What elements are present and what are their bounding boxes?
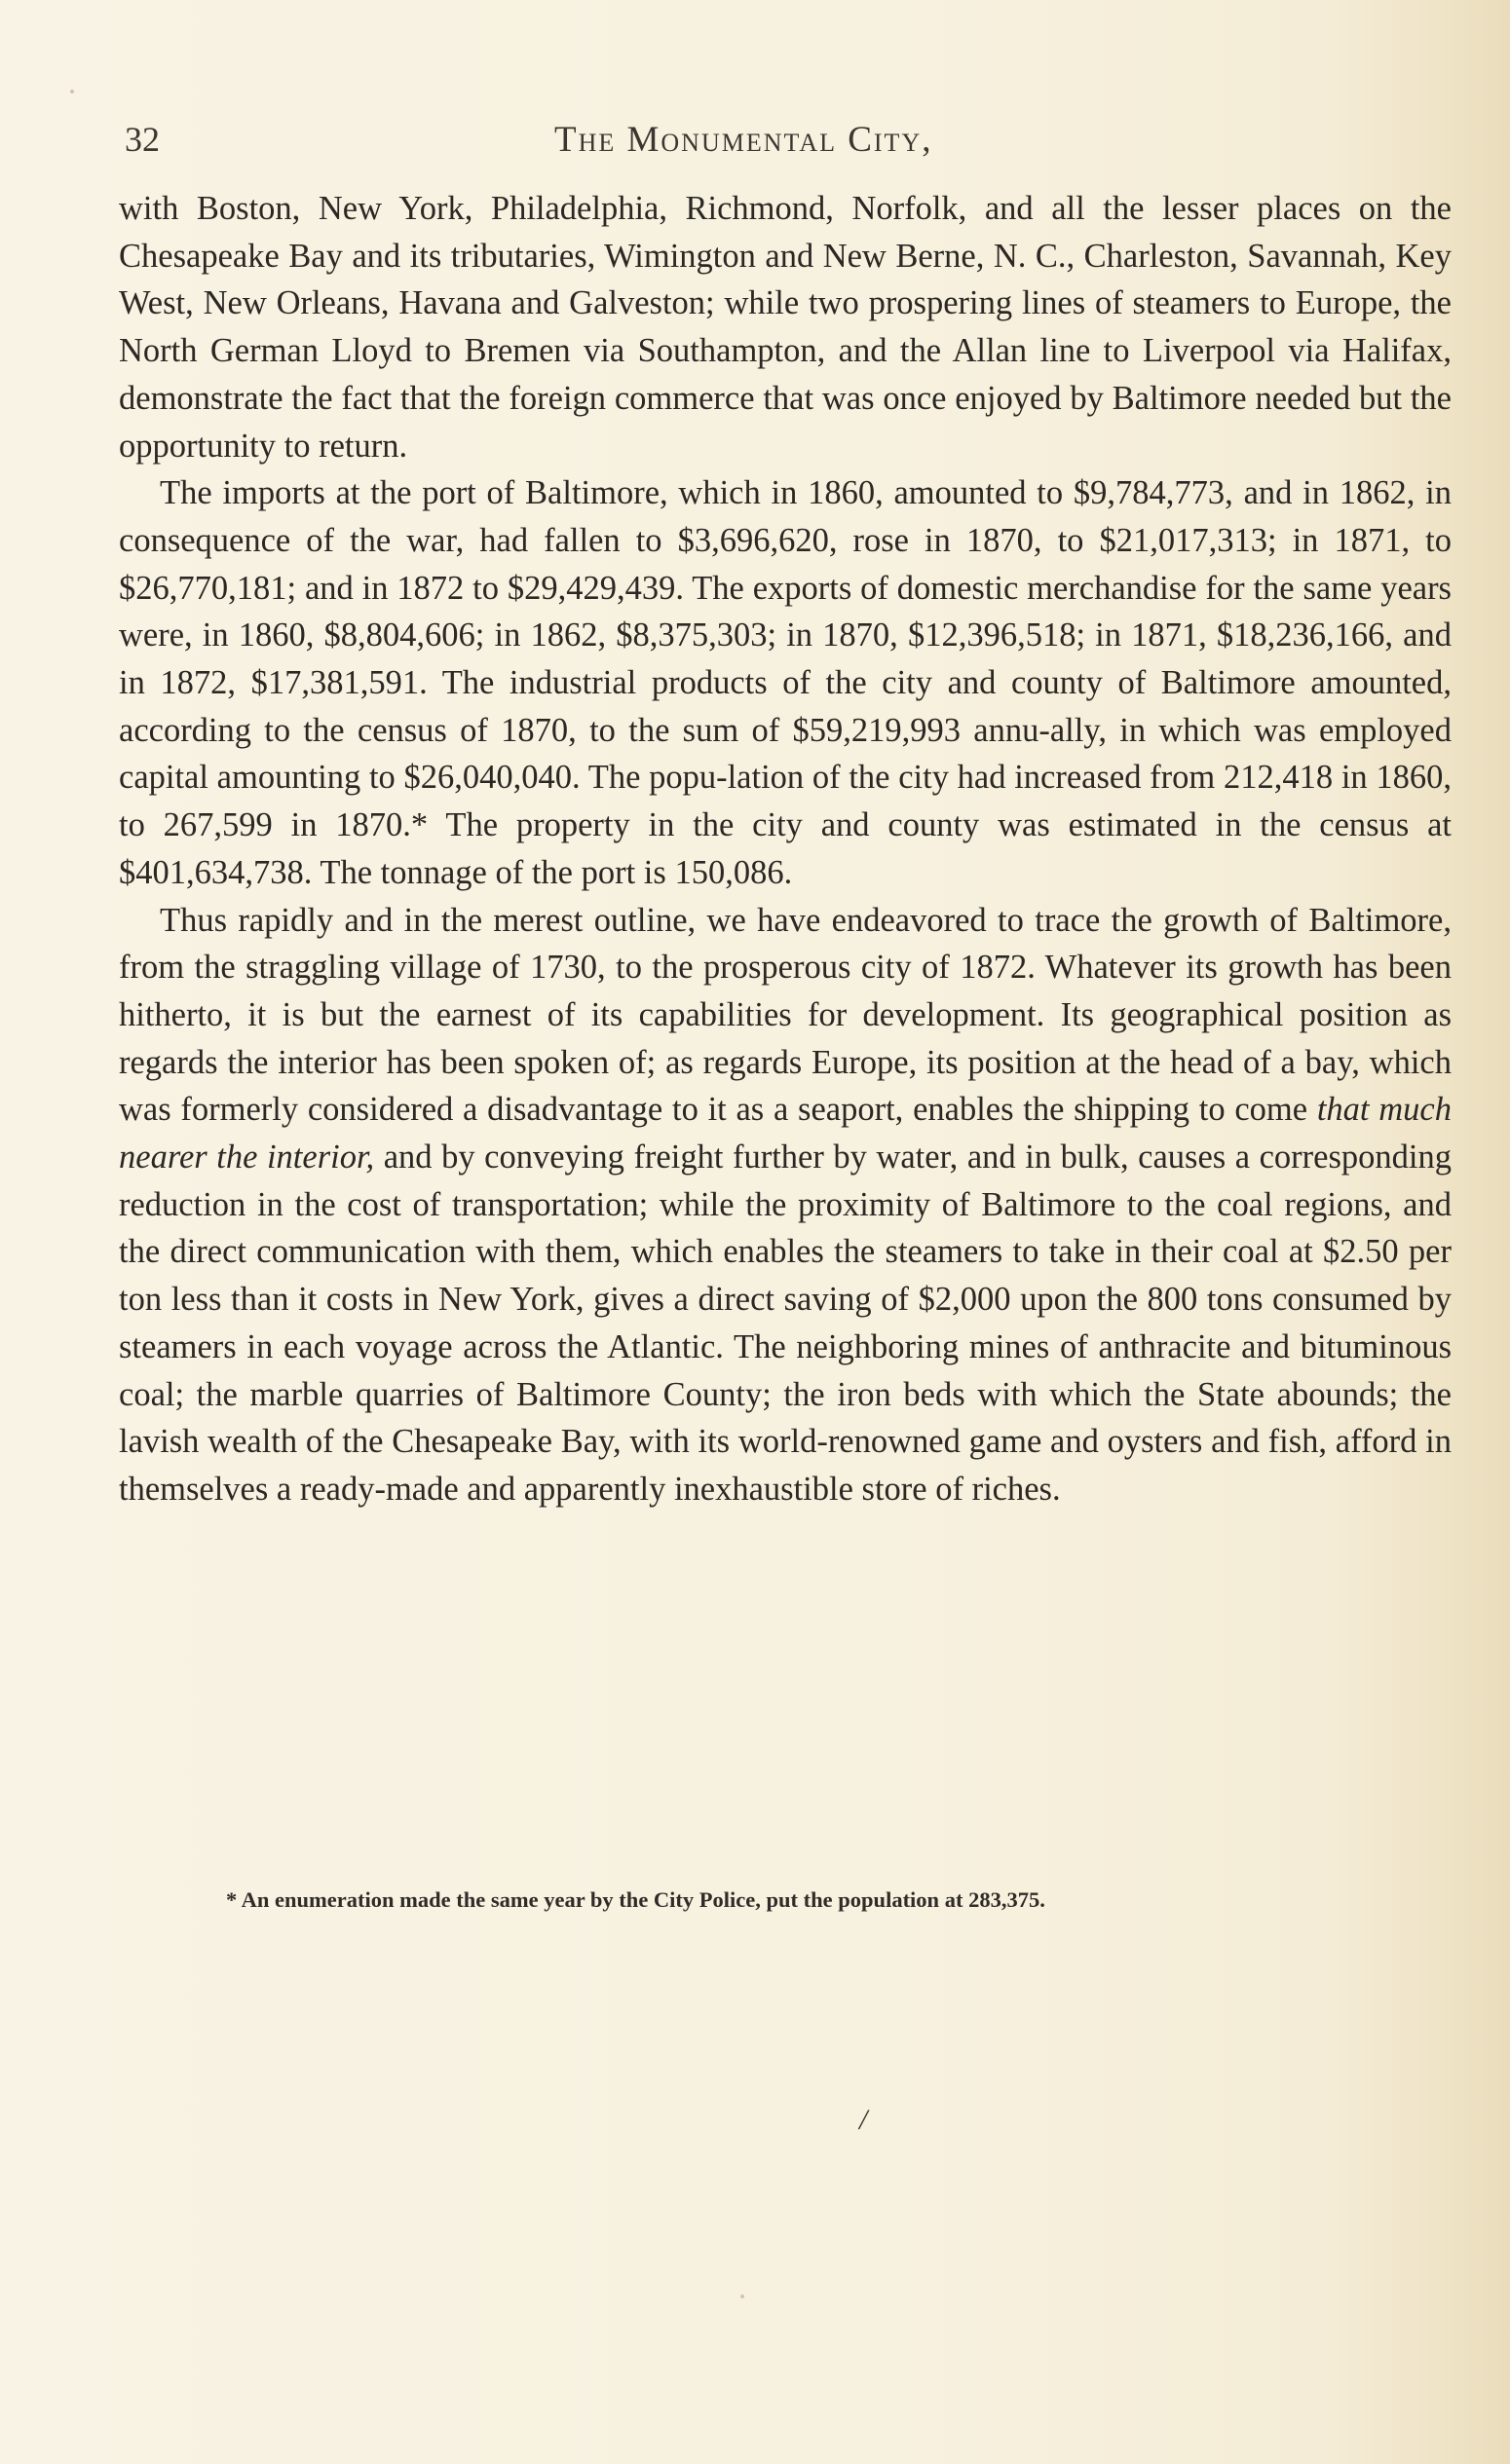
paragraph-3-text-start: Thus rapidly and in the merest outline, we have endeavored to trace the growth of Baltimore, from the straggling village of 1730, to the prosperous city of 1872. Whatever its growth has been hitherto, it is but the earnest of its capabilities for development. Its geographical position as regards the interior has been spoken of; as regards Europe, its position at the head of a bay, which was formerly considered a disadvantage to it as a seaport, enables the shipping to come [119,901,1452,1129]
paragraph-1: with Boston, New York, Philadelphia, Richmond, Norfolk, and all the lesser places on the Chesapeake Bay and its tributaries, Wimington and New Berne, N. C., Charleston, Savannah, Key West, New Orleans, Havana and Galveston; while two prospering lines of steamers to Europe, the North German Lloyd to Bremen via Southampton, and the Allan line to Liverpool via Halifax, demonstrate the fact that the foreign commerce that was once enjoyed by Baltimore needed but the opportunity to return. [119,190,1452,465]
running-title: The Monumental City, [554,120,933,160]
paragraph-3-text-end: and by conveying freight further by water, and in bulk, causes a corresponding reduction in the cost of transportation; while the proximity of Baltimore to the coal regions, and the direct communication with them, which enables the steamers to take in their coal at $2.50 per ton less than it costs in New York, gives a direct saving of $2,000 upon the 800 tons consumed by steamers in each voyage across the Atlantic. The neighboring mines of anthracite and bituminous coal; the marble quarries of Baltimore County; the iron beds with which the State abounds; the lavish wealth of the Chesapeake Bay, with its world-renowned game and oysters and fish, afford in themselves a ready-made and apparently inexhaustible store of riches. [119,1139,1452,1508]
stray-pen-mark: / [859,2104,868,2136]
page-number: 32 [125,120,160,159]
page-header [125,119,1450,168]
paragraph-3-italic-phrase: that much nearer the interior, [119,1091,1452,1176]
paragraph-2: The imports at the port of Baltimore, which in 1860, amounted to $9,784,773, and in 1862, in consequence of the war, had fallen to $3,696,620, rose in 1870, to $21,017,313; in 1871, to $26,770,181; and in 1872 to $29,429,439. The exports of domestic merchandise for the same years were, in 1860, $8,804,606; in 1862, $8,375,303; in 1870, $12,396,518; in 1871, $18,236,166, and in 1872, $17,381,591. The industrial products of the city and county of Baltimore amounted, according to the census of 1870, to the sum of $59,219,993 annu-ally, in which was employed capital amounting to $26,040,040. The popu-lation of the city had increased from 212,418 in 1860, to 267,599 in 1870.* The property in the city and county was estimated in the census at $401,634,738. The tonnage of the port is 150,086. [119,474,1452,891]
footnote: * An enumeration made the same year by the City Police, put the population at 283,375. [226,1887,1045,1912]
paper-speck [740,2295,744,2298]
body-text [119,185,1452,1513]
paragraph-3 [119,897,1452,1513]
paper-speck [70,90,74,93]
